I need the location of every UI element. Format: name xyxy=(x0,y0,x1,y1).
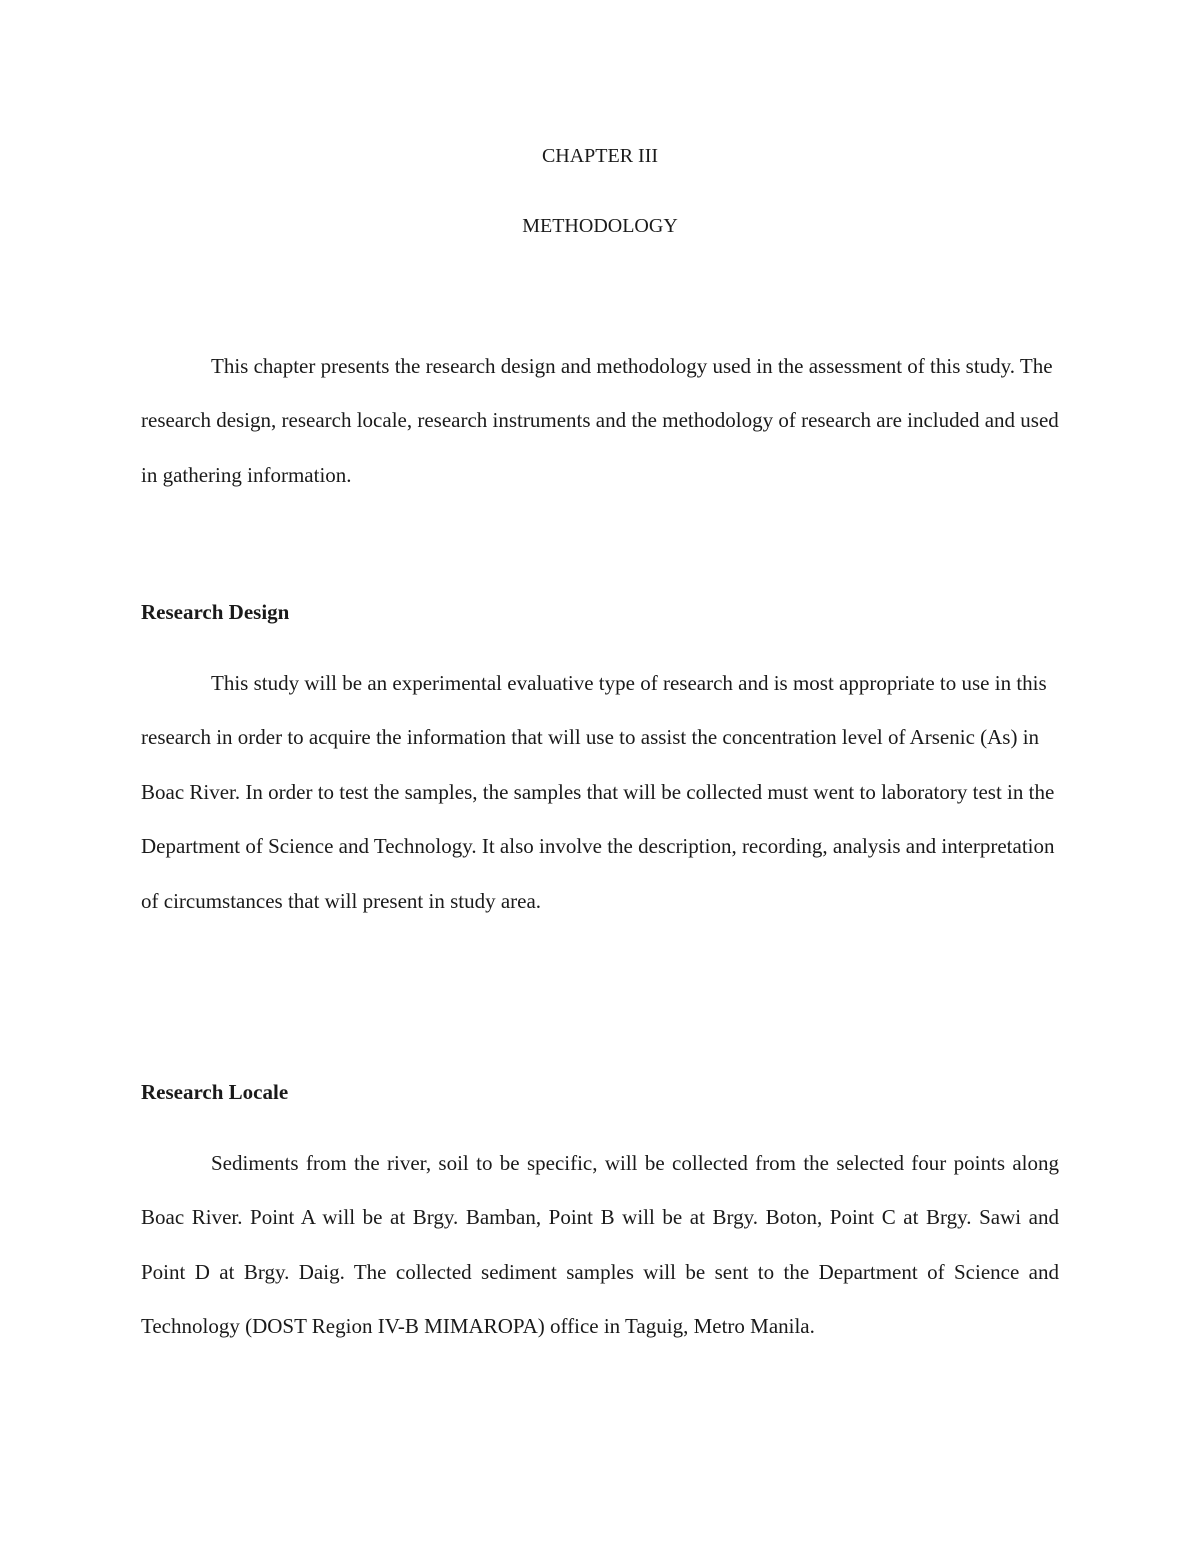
section-heading-research-design: Research Design xyxy=(141,600,290,624)
section-heading-research-locale: Research Locale xyxy=(141,1080,289,1104)
chapter-subtitle: METHODOLOGY xyxy=(522,215,678,237)
research-design-paragraph: This study will be an experimental evaluative type of research and is most appropriate to use in this research in order to acquire the information that will use to assist the concentration level of Arsenic (As) in Boac River. In order to test the samples, the samples that will be collected must went to laboratory test in the Department of Science and Technology. It also involve the description, recording, analysis and interpretation of circumstances that will present in study area. xyxy=(141,671,1055,913)
chapter-title: CHAPTER III xyxy=(541,145,659,167)
research-locale-paragraph: Sediments from the river, soil to be specific, will be collected from the selected four points along Boac River. Point A will be at Brgy. Bamban, Point B will be at Brgy. Boton, Point C at Brgy. Sawi and Point D at Brgy. Daig. The collected sediment samples will be sent to the Department of Science and Technology (DOST Region IV-B MIMAROPA) office in Taguig, Metro Manila. xyxy=(141,1151,1059,1339)
intro-paragraph: This chapter presents the research design and methodology used in the assessment of this study. The research design, research locale, research instruments and the methodology of research are included and used in gathering information. xyxy=(141,354,1059,487)
